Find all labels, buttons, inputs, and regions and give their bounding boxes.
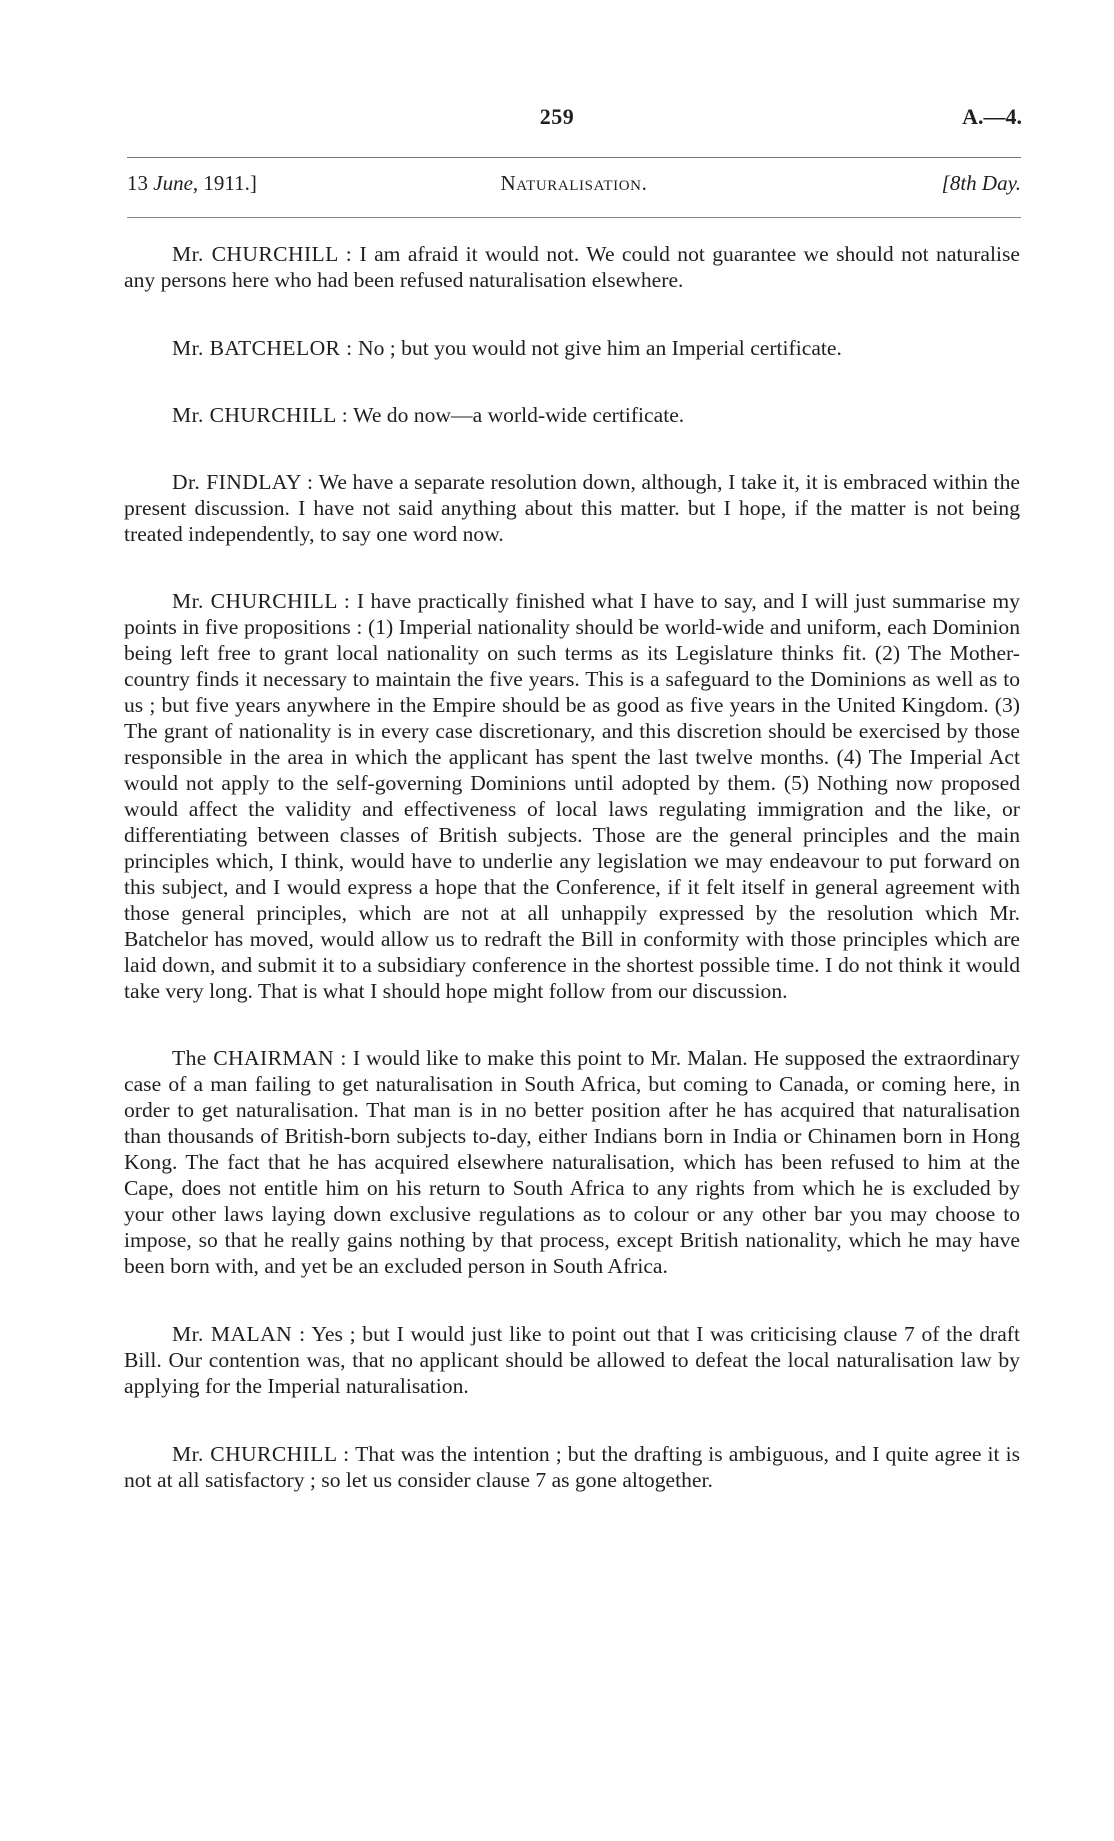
document-reference: A.—4. — [962, 104, 1022, 129]
speech-paragraph — [124, 402, 1020, 428]
speaker-name: Mr. CHURCHILL : — [172, 403, 349, 427]
running-head — [127, 171, 1021, 203]
speech-paragraph — [124, 1441, 1020, 1493]
speech-text: Yes ; but I would just like to point out that I was criticising clause 7 of the draft Bill. Our contention was, that no applicant should be allowed to defeat the local naturalisation law by applying for the Imperial naturalisation. — [124, 1322, 1021, 1398]
running-head-day: [8th Day. — [941, 171, 1021, 195]
speech-paragraph — [124, 588, 1020, 1004]
speech-text: We have a separate resolution down, although, I take it, it is embraced within the present discussion. I have not said anything about this matter. but I hope, if the matter is not being treated independently, to say one word now. — [124, 470, 1020, 546]
speech-paragraph — [124, 469, 1020, 547]
header-rule-bottom — [127, 217, 1021, 218]
speech-text: I am afraid it would not. We could not guarantee we should not naturalise any persons here who had been refused naturalisation elsewhere. — [124, 242, 1020, 292]
transcript-body — [124, 241, 1020, 1493]
speech-paragraph — [124, 1045, 1020, 1279]
page-number: 259 — [539, 104, 575, 129]
running-head-title: Naturalisation. — [500, 171, 648, 195]
speech-paragraph — [124, 335, 1020, 361]
speaker-name: Mr. MALAN : — [172, 1322, 306, 1346]
speech-text: We do now—a world-wide certificate. — [353, 403, 685, 427]
speech-paragraph — [124, 1321, 1020, 1399]
running-head-date: 13 June, 1911.] — [127, 171, 257, 195]
speech-text: No ; but you would not give him an Imperial certificate. — [357, 336, 842, 360]
speaker-name: Mr. CHURCHILL : — [172, 242, 353, 266]
speaker-name: Mr. CHURCHILL : — [172, 589, 351, 613]
speaker-name: Mr. CHURCHILL : — [172, 1442, 350, 1466]
speaker-name: The CHAIRMAN : — [172, 1046, 347, 1070]
speaker-name: Mr. BATCHELOR : — [172, 336, 353, 360]
speech-text: I would like to make this point to Mr. Malan. He supposed the extraordinary case of a man failing to get naturalisation in South Africa, but coming to Canada, or coming here, in order to get naturalisation. That man is in no better position after he has acquired that naturalisation than thousands of British-born subjects to-day, either Indians born in India or Chinamen born in Hong Kong. The fact that he has acquired elsewhere naturalisation, which has been refused to him at the Cape, does not entitle him on his return to South Africa to any rights from which he is excluded by your other laws laying down exclusive regulations as to colour or any other bar you may choose to impose, so that he really gains nothing by that process, except British nationality, which he may have been born with, and yet be an excluded person in South Africa. — [124, 1046, 1020, 1278]
speech-text: I have practically finished what I have to say, and I will just summarise my points in five propositions : (1) Imperial nationality should be world-wide and uniform, each Dominion being left free to grant local nationality on such terms as its Legislature thinks fit. (2) The Mother-country finds it necessary to maintain the five years. This is a safeguard to the Dominions as well as to us ; but five years anywhere in the Empire should be as good as five years in the United Kingdom. (3) The grant of nationality is in every case discretionary, and this discretion should be exercised by those responsible in the area in which the applicant has spent the last twelve months. (4) The Imperial Act would not apply to the self-governing Dominions until adopted by them. (5) Nothing now proposed would affect the validity and effectiveness of local laws regulating immigration and the like, or differentiating between classes of British subjects. Those are the general principles and the main principles which, I think, would have to underlie any legislation we may endeavour to put forward on this subject, and I would express a hope that the Conference, if it felt itself in general agreement with those general principles, which are not at all unhappily expressed by the resolution which Mr. Batchelor has moved, would allow us to redraft the Bill in conformity with those principles which are laid down, and submit it to a subsidiary conference in the shortest possible time. I do not think it would take very long. That is what I should hope might follow from our discussion. — [124, 589, 1020, 1003]
speech-paragraph — [124, 241, 1020, 293]
speech-text: That was the intention ; but the drafting is ambiguous, and I quite agree it is not at all satisfactory ; so let us consider clause 7 as gone altogether. — [124, 1442, 1020, 1492]
header-rule-top — [127, 157, 1021, 158]
speaker-name: Dr. FINDLAY : — [172, 470, 314, 494]
